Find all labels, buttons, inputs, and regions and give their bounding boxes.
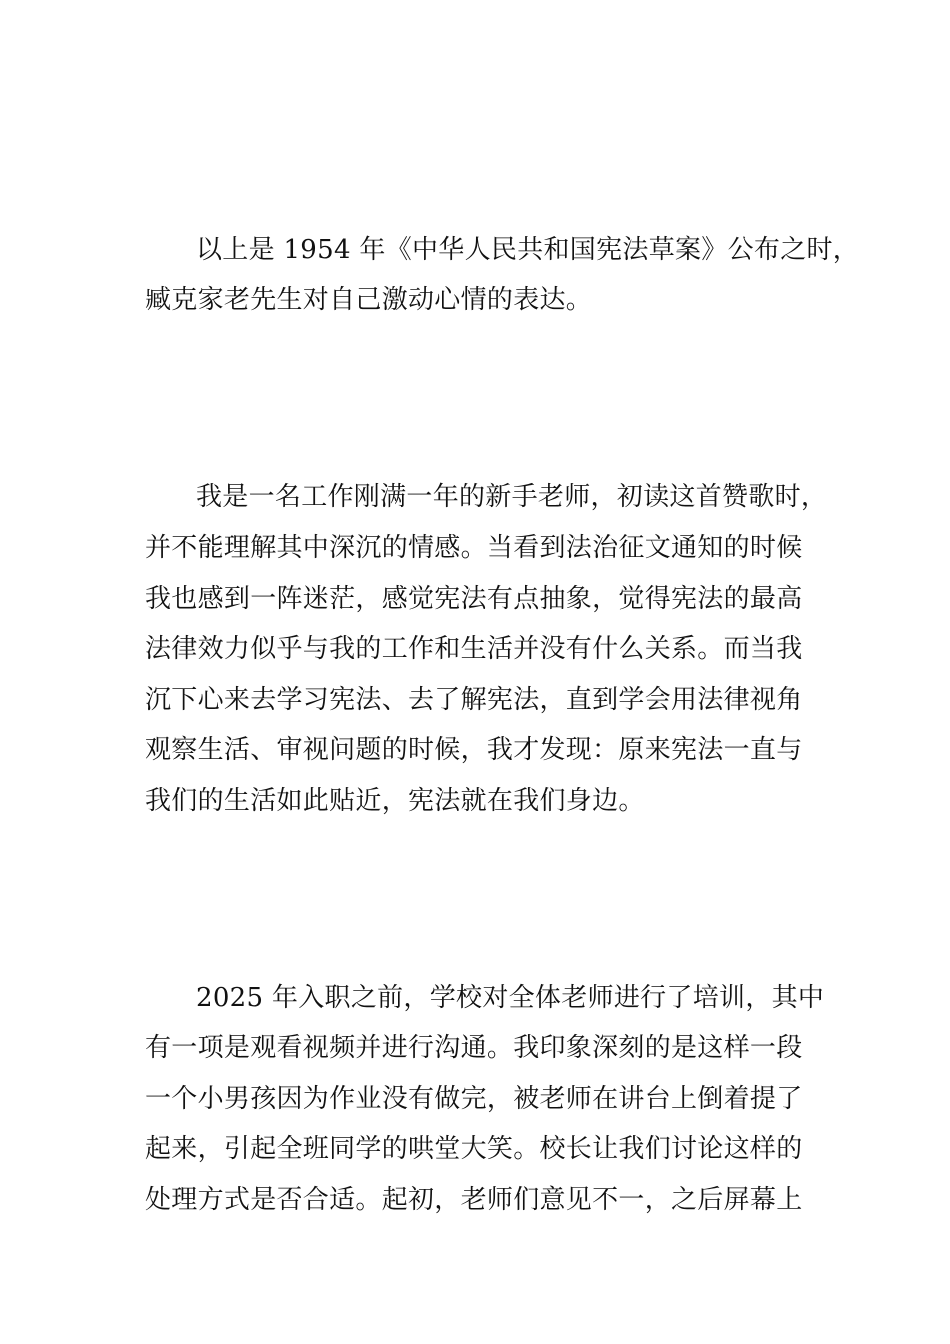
paragraph-line: 有一项是观看视频并进行沟通。我印象深刻的是这样一段 bbox=[145, 1033, 803, 1063]
paragraph-line: 我也感到一阵迷茫，感觉宪法有点抽象，觉得宪法的最高 bbox=[145, 584, 803, 614]
paragraph-line: 沉下心来去学习宪法、去了解宪法，直到学会用法律视角 bbox=[145, 685, 803, 715]
paragraph-line: 我是一名工作刚满一年的新手老师，初读这首赞歌时， bbox=[196, 482, 828, 512]
paragraph-line: 法律效力似乎与我的工作和生活并没有什么关系。而当我 bbox=[145, 634, 803, 664]
paragraph-line: 一个小男孩因为作业没有做完，被老师在讲台上倒着提了 bbox=[145, 1084, 803, 1114]
paragraph-line: 我们的生活如此贴近，宪法就在我们身边。 bbox=[145, 786, 645, 816]
paragraph-line: 起来，引起全班同学的哄堂大笑。校长让我们讨论这样的 bbox=[145, 1134, 803, 1164]
paragraph-line: 观察生活、审视问题的时候，我才发现：原来宪法一直与 bbox=[145, 735, 803, 765]
paragraph-line: 臧克家老先生对自己激动心情的表达。 bbox=[145, 285, 593, 315]
paragraph-line: 处理方式是否合适。起初，老师们意见不一，之后屏幕上 bbox=[145, 1185, 803, 1215]
paragraph-line: 并不能理解其中深沉的情感。当看到法治征文通知的时候 bbox=[145, 533, 803, 563]
paragraph-line: 以上是 1954 年《中华人民共和国宪法草案》公布之时， bbox=[196, 235, 860, 265]
paragraph-line: 2025 年入职之前，学校对全体老师进行了培训，其中 bbox=[196, 983, 825, 1013]
